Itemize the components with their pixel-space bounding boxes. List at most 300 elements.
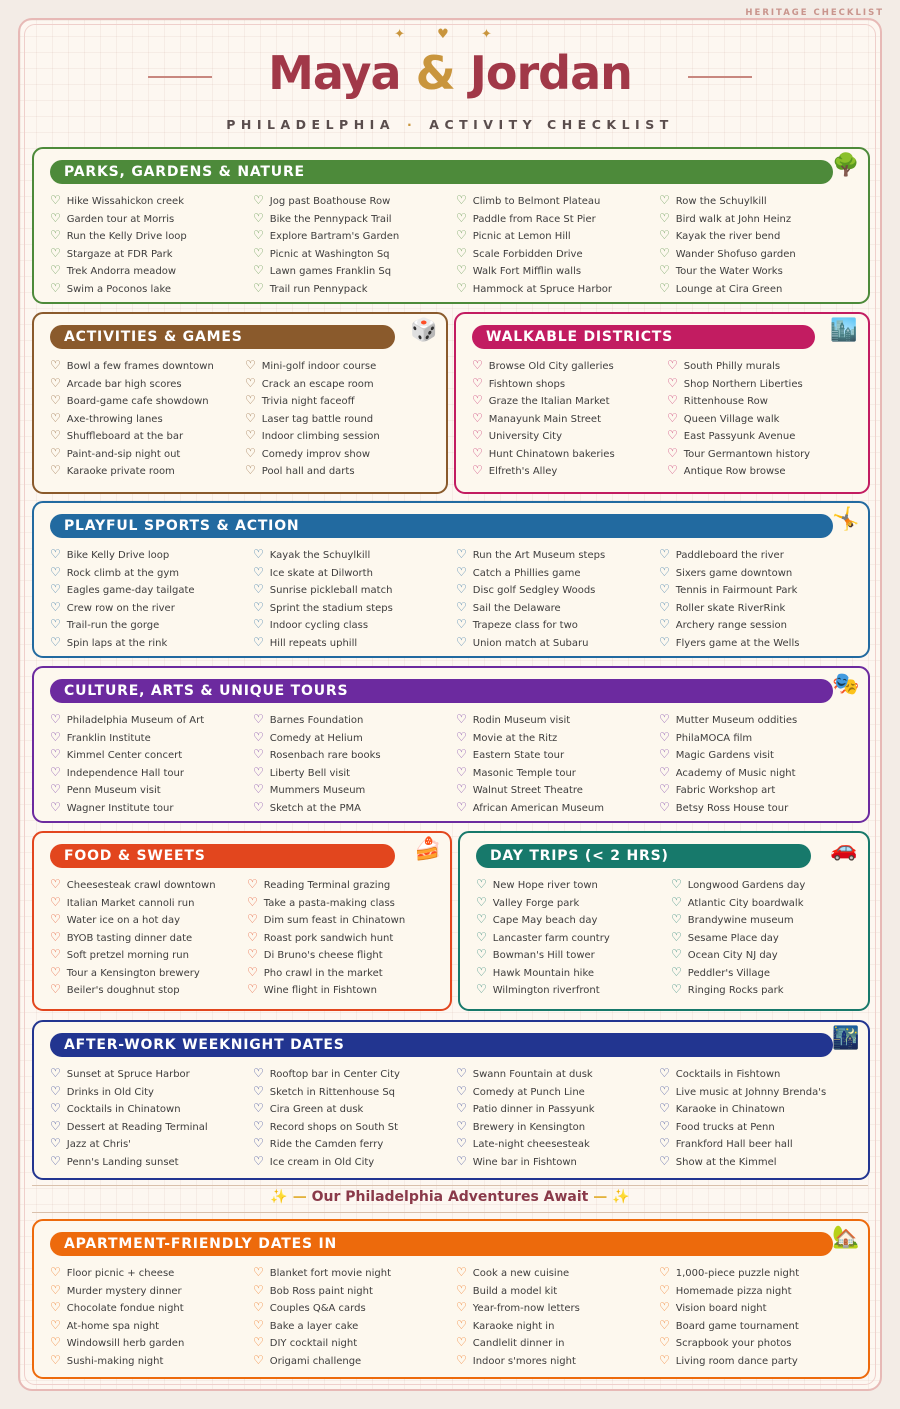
checklist-item[interactable] — [659, 581, 862, 599]
checklist-item[interactable] — [659, 227, 862, 245]
heart-checkbox-icon[interactable]: ♡ — [456, 210, 467, 225]
heart-checkbox-icon[interactable]: ♡ — [659, 582, 670, 596]
checklist-item[interactable] — [50, 227, 253, 245]
heart-checkbox-icon[interactable]: ♡ — [247, 964, 258, 979]
checklist-item[interactable] — [456, 1135, 659, 1153]
checklist-item[interactable] — [659, 546, 862, 564]
heart-checkbox-icon[interactable]: ♡ — [253, 1118, 264, 1133]
checklist-item[interactable] — [50, 929, 247, 947]
checklist-item[interactable] — [253, 1334, 456, 1352]
checklist-item[interactable] — [456, 746, 659, 764]
checklist-item[interactable] — [253, 1083, 456, 1101]
heart-checkbox-icon[interactable]: ♡ — [456, 634, 467, 649]
checklist-item[interactable] — [456, 564, 659, 582]
heart-checkbox-icon[interactable]: ♡ — [50, 634, 61, 649]
heart-checkbox-icon[interactable]: ♡ — [667, 463, 678, 477]
checklist-item[interactable] — [50, 1100, 253, 1118]
heart-checkbox-icon[interactable]: ♡ — [253, 634, 264, 649]
checklist-item[interactable] — [253, 746, 456, 764]
heart-checkbox-icon[interactable]: ♡ — [659, 280, 670, 295]
checklist-item[interactable] — [253, 262, 456, 280]
heart-checkbox-icon[interactable]: ♡ — [50, 782, 61, 796]
heart-checkbox-icon[interactable]: ♡ — [659, 1136, 670, 1150]
checklist-item[interactable] — [659, 210, 862, 228]
heart-checkbox-icon[interactable]: ♡ — [247, 894, 258, 909]
checklist-item[interactable] — [667, 375, 862, 393]
checklist-item[interactable] — [456, 262, 659, 280]
checklist-item[interactable] — [247, 911, 444, 929]
checklist-item[interactable] — [50, 427, 245, 445]
heart-checkbox-icon[interactable]: ♡ — [50, 428, 61, 442]
heart-checkbox-icon[interactable]: ♡ — [476, 947, 487, 961]
checklist-item[interactable] — [50, 599, 253, 617]
heart-checkbox-icon[interactable]: ♡ — [50, 947, 61, 961]
checklist-item[interactable] — [253, 1352, 456, 1370]
heart-checkbox-icon[interactable]: ♡ — [245, 358, 256, 372]
checklist-item[interactable] — [659, 280, 862, 298]
heart-checkbox-icon[interactable]: ♡ — [50, 747, 61, 761]
heart-checkbox-icon[interactable]: ♡ — [253, 1317, 264, 1332]
checklist-item[interactable] — [472, 375, 667, 393]
heart-checkbox-icon[interactable]: ♡ — [659, 263, 670, 277]
heart-checkbox-icon[interactable]: ♡ — [245, 393, 256, 407]
heart-checkbox-icon[interactable]: ♡ — [253, 1352, 264, 1367]
heart-checkbox-icon[interactable]: ♡ — [659, 764, 670, 779]
checklist-item[interactable] — [253, 729, 456, 747]
checklist-item[interactable] — [253, 280, 456, 298]
heart-checkbox-icon[interactable]: ♡ — [245, 428, 256, 442]
heart-checkbox-icon[interactable]: ♡ — [476, 912, 487, 926]
checklist-item[interactable] — [50, 711, 253, 729]
heart-checkbox-icon[interactable]: ♡ — [253, 1300, 264, 1314]
heart-checkbox-icon[interactable]: ♡ — [253, 1136, 264, 1150]
heart-checkbox-icon[interactable]: ♡ — [245, 463, 256, 477]
heart-checkbox-icon[interactable]: ♡ — [50, 1136, 61, 1150]
checklist-item[interactable] — [456, 581, 659, 599]
heart-checkbox-icon[interactable]: ♡ — [456, 280, 467, 295]
heart-checkbox-icon[interactable]: ♡ — [245, 375, 256, 390]
heart-checkbox-icon[interactable]: ♡ — [253, 1066, 264, 1080]
checklist-item[interactable] — [476, 964, 671, 982]
heart-checkbox-icon[interactable]: ♡ — [456, 1335, 467, 1349]
heart-checkbox-icon[interactable]: ♡ — [247, 947, 258, 961]
checklist-item[interactable] — [50, 410, 245, 428]
heart-checkbox-icon[interactable]: ♡ — [659, 1265, 670, 1279]
checklist-item[interactable] — [472, 357, 667, 375]
checklist-item[interactable] — [50, 546, 253, 564]
checklist-item[interactable] — [659, 729, 862, 747]
checklist-item[interactable] — [253, 1118, 456, 1136]
heart-checkbox-icon[interactable]: ♡ — [456, 547, 467, 561]
heart-checkbox-icon[interactable]: ♡ — [253, 564, 264, 579]
checklist-item[interactable] — [667, 462, 862, 480]
checklist-item[interactable] — [50, 262, 253, 280]
checklist-item[interactable] — [659, 1153, 862, 1171]
checklist-item[interactable] — [659, 1317, 862, 1335]
checklist-item[interactable] — [476, 981, 671, 999]
checklist-item[interactable] — [253, 192, 456, 210]
heart-checkbox-icon[interactable]: ♡ — [472, 358, 483, 372]
checklist-item[interactable] — [253, 711, 456, 729]
checklist-item[interactable] — [456, 1083, 659, 1101]
checklist-item[interactable] — [659, 746, 862, 764]
checklist-item[interactable] — [456, 1118, 659, 1136]
heart-checkbox-icon[interactable]: ♡ — [659, 729, 670, 744]
checklist-item[interactable] — [50, 981, 247, 999]
heart-checkbox-icon[interactable]: ♡ — [253, 764, 264, 779]
checklist-item[interactable] — [253, 634, 456, 652]
checklist-item[interactable] — [456, 1153, 659, 1171]
heart-checkbox-icon[interactable]: ♡ — [667, 375, 678, 390]
checklist-item[interactable] — [245, 392, 440, 410]
heart-checkbox-icon[interactable]: ♡ — [247, 982, 258, 996]
heart-checkbox-icon[interactable]: ♡ — [50, 228, 61, 242]
heart-checkbox-icon[interactable]: ♡ — [253, 747, 264, 761]
heart-checkbox-icon[interactable]: ♡ — [667, 445, 678, 460]
heart-checkbox-icon[interactable]: ♡ — [50, 582, 61, 596]
heart-checkbox-icon[interactable]: ♡ — [659, 547, 670, 561]
checklist-item[interactable] — [50, 634, 253, 652]
heart-checkbox-icon[interactable]: ♡ — [659, 782, 670, 796]
checklist-item[interactable] — [456, 546, 659, 564]
checklist-item[interactable] — [50, 357, 245, 375]
checklist-item[interactable] — [245, 462, 440, 480]
heart-checkbox-icon[interactable]: ♡ — [50, 445, 61, 460]
checklist-item[interactable] — [247, 876, 444, 894]
checklist-item[interactable] — [245, 410, 440, 428]
checklist-item[interactable] — [667, 392, 862, 410]
checklist-item[interactable] — [50, 1118, 253, 1136]
heart-checkbox-icon[interactable]: ♡ — [472, 393, 483, 407]
heart-checkbox-icon[interactable]: ♡ — [667, 393, 678, 407]
checklist-item[interactable] — [659, 1083, 862, 1101]
checklist-item[interactable] — [247, 929, 444, 947]
heart-checkbox-icon[interactable]: ♡ — [456, 228, 467, 242]
checklist-item[interactable] — [50, 911, 247, 929]
checklist-item[interactable] — [456, 1352, 659, 1370]
heart-checkbox-icon[interactable]: ♡ — [472, 410, 483, 425]
heart-checkbox-icon[interactable]: ♡ — [456, 1300, 467, 1314]
checklist-item[interactable] — [472, 410, 667, 428]
checklist-item[interactable] — [253, 1299, 456, 1317]
checklist-item[interactable] — [456, 1282, 659, 1300]
heart-checkbox-icon[interactable]: ♡ — [456, 1101, 467, 1115]
heart-checkbox-icon[interactable]: ♡ — [253, 263, 264, 277]
checklist-item[interactable] — [659, 564, 862, 582]
checklist-item[interactable] — [50, 462, 245, 480]
heart-checkbox-icon[interactable]: ♡ — [253, 193, 264, 207]
checklist-item[interactable] — [659, 1282, 862, 1300]
checklist-item[interactable] — [50, 1317, 253, 1335]
checklist-item[interactable] — [253, 781, 456, 799]
heart-checkbox-icon[interactable]: ♡ — [50, 1317, 61, 1332]
heart-checkbox-icon[interactable]: ♡ — [671, 929, 682, 944]
heart-checkbox-icon[interactable]: ♡ — [247, 912, 258, 926]
checklist-item[interactable] — [50, 564, 253, 582]
heart-checkbox-icon[interactable]: ♡ — [50, 599, 61, 614]
checklist-item[interactable] — [472, 445, 667, 463]
checklist-item[interactable] — [50, 894, 247, 912]
checklist-item[interactable] — [456, 280, 659, 298]
checklist-item[interactable] — [50, 799, 253, 817]
checklist-item[interactable] — [245, 427, 440, 445]
heart-checkbox-icon[interactable]: ♡ — [253, 245, 264, 260]
checklist-item[interactable] — [456, 1334, 659, 1352]
checklist-item[interactable] — [253, 245, 456, 263]
heart-checkbox-icon[interactable]: ♡ — [253, 1153, 264, 1168]
heart-checkbox-icon[interactable]: ♡ — [50, 799, 61, 814]
checklist-item[interactable] — [253, 564, 456, 582]
heart-checkbox-icon[interactable]: ♡ — [659, 747, 670, 761]
heart-checkbox-icon[interactable]: ♡ — [456, 1282, 467, 1297]
heart-checkbox-icon[interactable]: ♡ — [659, 1066, 670, 1080]
heart-checkbox-icon[interactable]: ♡ — [50, 245, 61, 260]
heart-checkbox-icon[interactable]: ♡ — [659, 1118, 670, 1133]
checklist-item[interactable] — [50, 392, 245, 410]
heart-checkbox-icon[interactable]: ♡ — [50, 463, 61, 477]
checklist-item[interactable] — [50, 192, 253, 210]
checklist-item[interactable] — [253, 599, 456, 617]
checklist-item[interactable] — [659, 1334, 862, 1352]
checklist-item[interactable] — [50, 964, 247, 982]
checklist-item[interactable] — [659, 616, 862, 634]
checklist-item[interactable] — [50, 375, 245, 393]
heart-checkbox-icon[interactable]: ♡ — [472, 445, 483, 460]
checklist-item[interactable] — [671, 876, 866, 894]
heart-checkbox-icon[interactable]: ♡ — [50, 1282, 61, 1297]
checklist-item[interactable] — [476, 946, 671, 964]
heart-checkbox-icon[interactable]: ♡ — [456, 617, 467, 631]
heart-checkbox-icon[interactable]: ♡ — [456, 1118, 467, 1133]
checklist-item[interactable] — [50, 946, 247, 964]
heart-checkbox-icon[interactable]: ♡ — [456, 1153, 467, 1168]
heart-checkbox-icon[interactable]: ♡ — [247, 929, 258, 944]
checklist-item[interactable] — [50, 581, 253, 599]
heart-checkbox-icon[interactable]: ♡ — [50, 982, 61, 996]
heart-checkbox-icon[interactable]: ♡ — [253, 1282, 264, 1297]
heart-checkbox-icon[interactable]: ♡ — [456, 263, 467, 277]
checklist-item[interactable] — [476, 894, 671, 912]
heart-checkbox-icon[interactable]: ♡ — [456, 729, 467, 744]
checklist-item[interactable] — [50, 1135, 253, 1153]
checklist-item[interactable] — [50, 210, 253, 228]
checklist-item[interactable] — [659, 1100, 862, 1118]
heart-checkbox-icon[interactable]: ♡ — [659, 799, 670, 814]
heart-checkbox-icon[interactable]: ♡ — [253, 1083, 264, 1098]
heart-checkbox-icon[interactable]: ♡ — [50, 375, 61, 390]
checklist-item[interactable] — [472, 392, 667, 410]
heart-checkbox-icon[interactable]: ♡ — [50, 210, 61, 225]
heart-checkbox-icon[interactable]: ♡ — [456, 582, 467, 596]
checklist-item[interactable] — [50, 1299, 253, 1317]
checklist-item[interactable] — [456, 245, 659, 263]
heart-checkbox-icon[interactable]: ♡ — [50, 393, 61, 407]
heart-checkbox-icon[interactable]: ♡ — [456, 799, 467, 814]
heart-checkbox-icon[interactable]: ♡ — [659, 1317, 670, 1332]
checklist-item[interactable] — [659, 245, 862, 263]
checklist-item[interactable] — [50, 280, 253, 298]
heart-checkbox-icon[interactable]: ♡ — [456, 1352, 467, 1367]
checklist-item[interactable] — [667, 410, 862, 428]
heart-checkbox-icon[interactable]: ♡ — [456, 1317, 467, 1332]
checklist-item[interactable] — [50, 245, 253, 263]
heart-checkbox-icon[interactable]: ♡ — [659, 599, 670, 614]
checklist-item[interactable] — [50, 1282, 253, 1300]
checklist-item[interactable] — [456, 1317, 659, 1335]
checklist-item[interactable] — [253, 1100, 456, 1118]
checklist-item[interactable] — [253, 1153, 456, 1171]
checklist-item[interactable] — [659, 711, 862, 729]
checklist-item[interactable] — [456, 764, 659, 782]
checklist-item[interactable] — [50, 746, 253, 764]
heart-checkbox-icon[interactable]: ♡ — [659, 210, 670, 225]
heart-checkbox-icon[interactable]: ♡ — [476, 894, 487, 909]
checklist-item[interactable] — [659, 192, 862, 210]
heart-checkbox-icon[interactable]: ♡ — [659, 1153, 670, 1168]
heart-checkbox-icon[interactable]: ♡ — [253, 1335, 264, 1349]
checklist-item[interactable] — [456, 634, 659, 652]
checklist-item[interactable] — [50, 764, 253, 782]
checklist-item[interactable] — [659, 1264, 862, 1282]
heart-checkbox-icon[interactable]: ♡ — [456, 564, 467, 579]
heart-checkbox-icon[interactable]: ♡ — [50, 564, 61, 579]
heart-checkbox-icon[interactable]: ♡ — [659, 712, 670, 726]
checklist-item[interactable] — [671, 911, 866, 929]
checklist-item[interactable] — [659, 1299, 862, 1317]
checklist-item[interactable] — [671, 946, 866, 964]
heart-checkbox-icon[interactable]: ♡ — [671, 964, 682, 979]
checklist-item[interactable] — [50, 1352, 253, 1370]
heart-checkbox-icon[interactable]: ♡ — [659, 564, 670, 579]
heart-checkbox-icon[interactable]: ♡ — [50, 729, 61, 744]
heart-checkbox-icon[interactable]: ♡ — [50, 894, 61, 909]
heart-checkbox-icon[interactable]: ♡ — [659, 617, 670, 631]
heart-checkbox-icon[interactable]: ♡ — [659, 1101, 670, 1115]
heart-checkbox-icon[interactable]: ♡ — [456, 1265, 467, 1279]
heart-checkbox-icon[interactable]: ♡ — [50, 1265, 61, 1279]
heart-checkbox-icon[interactable]: ♡ — [671, 982, 682, 996]
checklist-item[interactable] — [659, 1118, 862, 1136]
checklist-item[interactable] — [456, 599, 659, 617]
checklist-item[interactable] — [456, 227, 659, 245]
checklist-item[interactable] — [456, 616, 659, 634]
checklist-item[interactable] — [667, 427, 862, 445]
heart-checkbox-icon[interactable]: ♡ — [671, 912, 682, 926]
checklist-item[interactable] — [456, 192, 659, 210]
heart-checkbox-icon[interactable]: ♡ — [50, 263, 61, 277]
heart-checkbox-icon[interactable]: ♡ — [253, 799, 264, 814]
heart-checkbox-icon[interactable]: ♡ — [253, 729, 264, 744]
heart-checkbox-icon[interactable]: ♡ — [667, 410, 678, 425]
checklist-item[interactable] — [671, 981, 866, 999]
checklist-item[interactable] — [476, 911, 671, 929]
heart-checkbox-icon[interactable]: ♡ — [50, 410, 61, 425]
checklist-item[interactable] — [50, 1065, 253, 1083]
checklist-item[interactable] — [659, 764, 862, 782]
checklist-item[interactable] — [50, 1153, 253, 1171]
heart-checkbox-icon[interactable]: ♡ — [671, 894, 682, 909]
heart-checkbox-icon[interactable]: ♡ — [472, 463, 483, 477]
checklist-item[interactable] — [253, 227, 456, 245]
checklist-item[interactable] — [253, 546, 456, 564]
heart-checkbox-icon[interactable]: ♡ — [671, 877, 682, 891]
checklist-item[interactable] — [659, 781, 862, 799]
heart-checkbox-icon[interactable]: ♡ — [456, 193, 467, 207]
heart-checkbox-icon[interactable]: ♡ — [456, 782, 467, 796]
checklist-item[interactable] — [456, 1100, 659, 1118]
checklist-item[interactable] — [456, 1264, 659, 1282]
checklist-item[interactable] — [50, 781, 253, 799]
checklist-item[interactable] — [456, 799, 659, 817]
heart-checkbox-icon[interactable]: ♡ — [50, 1083, 61, 1098]
checklist-item[interactable] — [671, 964, 866, 982]
heart-checkbox-icon[interactable]: ♡ — [50, 929, 61, 944]
heart-checkbox-icon[interactable]: ♡ — [253, 210, 264, 225]
heart-checkbox-icon[interactable]: ♡ — [253, 1265, 264, 1279]
checklist-item[interactable] — [253, 1065, 456, 1083]
checklist-item[interactable] — [253, 1317, 456, 1335]
checklist-item[interactable] — [456, 781, 659, 799]
heart-checkbox-icon[interactable]: ♡ — [50, 193, 61, 207]
checklist-item[interactable] — [667, 357, 862, 375]
checklist-item[interactable] — [659, 262, 862, 280]
heart-checkbox-icon[interactable]: ♡ — [659, 228, 670, 242]
heart-checkbox-icon[interactable]: ♡ — [659, 193, 670, 207]
heart-checkbox-icon[interactable]: ♡ — [50, 912, 61, 926]
checklist-item[interactable] — [253, 1282, 456, 1300]
heart-checkbox-icon[interactable]: ♡ — [253, 1101, 264, 1115]
heart-checkbox-icon[interactable]: ♡ — [50, 1153, 61, 1168]
checklist-item[interactable] — [671, 929, 866, 947]
heart-checkbox-icon[interactable]: ♡ — [253, 547, 264, 561]
heart-checkbox-icon[interactable]: ♡ — [50, 1300, 61, 1314]
checklist-item[interactable] — [659, 1352, 862, 1370]
checklist-item[interactable] — [253, 764, 456, 782]
heart-checkbox-icon[interactable]: ♡ — [245, 445, 256, 460]
heart-checkbox-icon[interactable]: ♡ — [253, 712, 264, 726]
checklist-item[interactable] — [50, 616, 253, 634]
heart-checkbox-icon[interactable]: ♡ — [50, 1066, 61, 1080]
heart-checkbox-icon[interactable]: ♡ — [476, 877, 487, 891]
checklist-item[interactable] — [253, 1135, 456, 1153]
heart-checkbox-icon[interactable]: ♡ — [472, 375, 483, 390]
heart-checkbox-icon[interactable]: ♡ — [456, 1136, 467, 1150]
checklist-item[interactable] — [472, 427, 667, 445]
heart-checkbox-icon[interactable]: ♡ — [245, 410, 256, 425]
checklist-item[interactable] — [245, 375, 440, 393]
checklist-item[interactable] — [659, 1135, 862, 1153]
checklist-item[interactable] — [247, 981, 444, 999]
checklist-item[interactable] — [456, 1065, 659, 1083]
heart-checkbox-icon[interactable]: ♡ — [50, 712, 61, 726]
heart-checkbox-icon[interactable]: ♡ — [476, 982, 487, 996]
checklist-item[interactable] — [50, 1083, 253, 1101]
checklist-item[interactable] — [659, 1065, 862, 1083]
heart-checkbox-icon[interactable]: ♡ — [476, 964, 487, 979]
checklist-item[interactable] — [253, 799, 456, 817]
checklist-item[interactable] — [456, 1299, 659, 1317]
checklist-item[interactable] — [253, 616, 456, 634]
heart-checkbox-icon[interactable]: ♡ — [671, 947, 682, 961]
checklist-item[interactable] — [671, 894, 866, 912]
checklist-item[interactable] — [245, 445, 440, 463]
heart-checkbox-icon[interactable]: ♡ — [659, 1352, 670, 1367]
checklist-item[interactable] — [245, 357, 440, 375]
checklist-item[interactable] — [456, 210, 659, 228]
checklist-item[interactable] — [472, 462, 667, 480]
heart-checkbox-icon[interactable]: ♡ — [456, 1083, 467, 1098]
heart-checkbox-icon[interactable]: ♡ — [50, 964, 61, 979]
